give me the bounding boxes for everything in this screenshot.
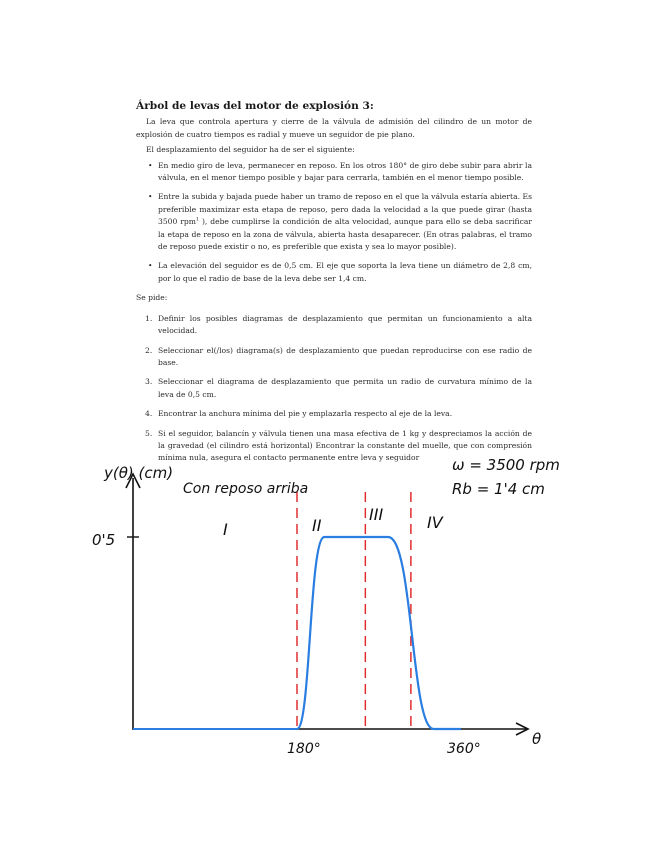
- list-item: • La elevación del seguidor es de 0,5 cm. El eje que soporta la leva tiene un diámetro de 2,8 cm, por lo que el radio de base de la leva debe ser 1,4 cm.: [158, 260, 532, 285]
- item-number: 2.: [145, 345, 153, 355]
- x-tick-label: 180°: [287, 741, 321, 757]
- y-axis-label: y(θ) (cm): [104, 464, 174, 482]
- list-item: • En medio giro de leva, permanecer en reposo. En los otros 180° de giro debe subir para abrir la válvula, en el menor tiempo posible y bajar para cerrarla, también en el menor tiempo posible.: [158, 160, 532, 185]
- list-item-text: Encontrar la anchura mínima del pie y emplazarla respecto al eje de la leva.: [158, 409, 453, 419]
- list-item-text: Entre la subida y bajada puede haber un tramo de reposo en el que la válvula estaría abierta. Es preferible maximizar esta etapa de reposo, pero dada la velocidad a la que puede girar (hasta 3500 rpm: [158, 192, 532, 227]
- section-heading: Se pide:: [136, 293, 168, 303]
- list-item-text: Si el seguidor, balancín y válvula tienen una masa efectiva de 1 kg y despreciamos la acción de la gravedad (el cilindro está horizontal) Encontrar la constante del muelle, que con compresión mínima nula, asegura el contacto permanente entre leva y seguidor: [158, 428, 532, 463]
- item-number: 4.: [145, 409, 153, 419]
- region-label: III: [369, 505, 384, 524]
- page-title: Árbol de levas del motor de explosión 3:: [136, 100, 374, 112]
- list-item-text: ), debe cumplirse la condición de alta velocidad, aunque para ello se deba sacrificar la etapa de reposo en la zona de válvula, abierta hasta desaparecer. (En otras palabras, el tramo de reposo puede existir o no, es preferible que exista y sea lo mayor posible).: [158, 217, 532, 252]
- list-item-text: Seleccionar el(/los) diagrama(s) de desplazamiento que puedan reproducirse con ese radio de base.: [158, 345, 532, 367]
- footnote-mark: 1: [195, 216, 200, 223]
- list-item-text: Seleccionar el diagrama de desplazamiento que permita un radio de curvatura mínimo de la leva de 0,5 cm.: [158, 377, 532, 399]
- x-axis-label: θ: [532, 730, 542, 748]
- displacement-curve: [297, 537, 461, 729]
- annotation-note: Con reposo arriba: [183, 481, 309, 497]
- region-label: II: [312, 516, 322, 535]
- y-value-label: 0'5: [92, 531, 116, 549]
- base-radius-note: Rb = 1'4 cm: [452, 480, 545, 498]
- speed-note: ω = 3500 rpm: [452, 456, 560, 474]
- region-label: IV: [427, 513, 443, 532]
- item-number: 3.: [145, 377, 153, 387]
- intro-paragraph: La leva que controla apertura y cierre de la válvula de admisión del cilindro de un motor de explosión de cuatro tiempos es radial y mueve un seguidor de pie plano.: [136, 117, 532, 139]
- item-number: 1.: [145, 313, 153, 323]
- x-tick-label: 360°: [447, 741, 481, 757]
- item-number: 5.: [145, 428, 153, 438]
- list-item-text: Definir los posibles diagramas de desplazamiento que permitan un funcionamiento a alta velocidad.: [158, 313, 532, 336]
- region-label: I: [223, 520, 228, 539]
- intro-paragraph: El desplazamiento del seguidor ha de ser el siguiente:: [146, 145, 355, 155]
